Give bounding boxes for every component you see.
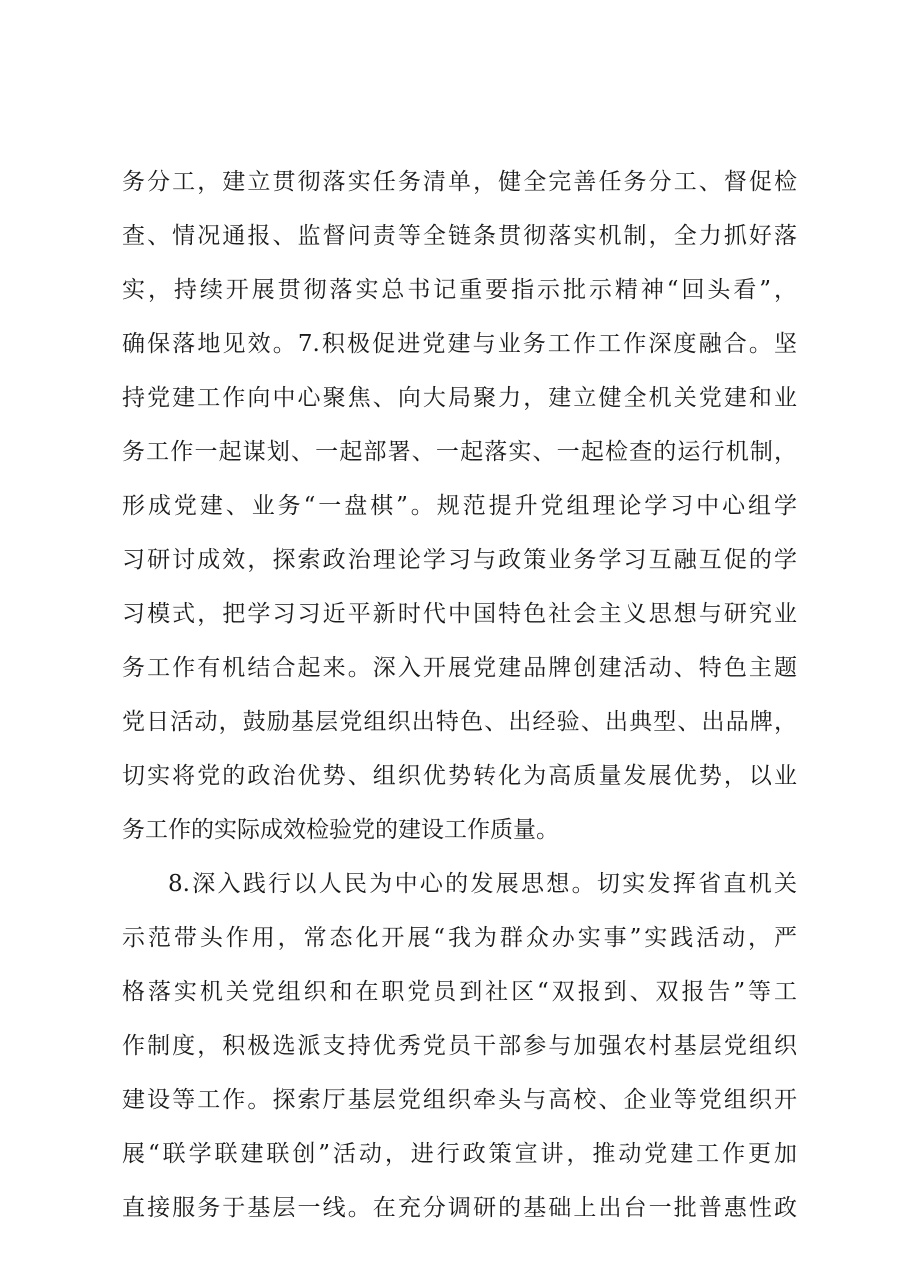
text-line: 形成党建、业务“一盘棋”。规范提升党组理论学习中心组学: [122, 493, 797, 519]
text-line: 实，持续开展贯彻落实总书记重要指示批示精神“回头看”，: [122, 277, 797, 303]
text-line: 建设等工作。探索厅基层党组织牵头与高校、企业等党组织开: [122, 1087, 797, 1113]
text-line: 党日活动，鼓励基层党组织出特色、出经验、出典型、出品牌，: [122, 709, 797, 735]
text-line: 8.深入践行以人民为中心的发展思想。切实发挥省直机关: [168, 871, 797, 897]
text-line: 示范带头作用，常态化开展“我为群众办实事”实践活动，严: [122, 925, 797, 951]
text-line: 切实将党的政治优势、组织优势转化为高质量发展优势，以业: [122, 763, 797, 789]
text-line: 持党建工作向中心聚焦、向大局聚力，建立健全机关党建和业: [122, 385, 797, 411]
text-line: 查、情况通报、监督问责等全链条贯彻落实机制，全力抓好落: [122, 223, 797, 249]
text-line: 务工作一起谋划、一起部署、一起落实、一起检查的运行机制，: [122, 439, 797, 465]
text-line: 务分工，建立贯彻落实任务清单，健全完善任务分工、督促检: [122, 169, 797, 195]
text-line: 务工作的实际成效检验党的建设工作质量。: [122, 817, 559, 843]
text-line: 展“联学联建联创”活动，进行政策宣讲，推动党建工作更加: [122, 1141, 797, 1167]
text-line: 习模式，把学习习近平新时代中国特色社会主义思想与研究业: [122, 601, 797, 627]
text-line: 格落实机关党组织和在职党员到社区“双报到、双报告”等工: [122, 979, 797, 1005]
text-line: 确保落地见效。7.积极促进党建与业务工作工作深度融合。坚: [122, 331, 797, 357]
text-line: 务工作有机结合起来。深入开展党建品牌创建活动、特色主题: [122, 655, 797, 681]
text-line: 作制度，积极选派支持优秀党员干部参与加强农村基层党组织: [122, 1033, 797, 1059]
text-line: 直接服务于基层一线。在充分调研的基础上出台一批普惠性政: [122, 1195, 797, 1221]
text-line: 习研讨成效，探索政治理论学习与政策业务学习互融互促的学: [122, 547, 797, 573]
